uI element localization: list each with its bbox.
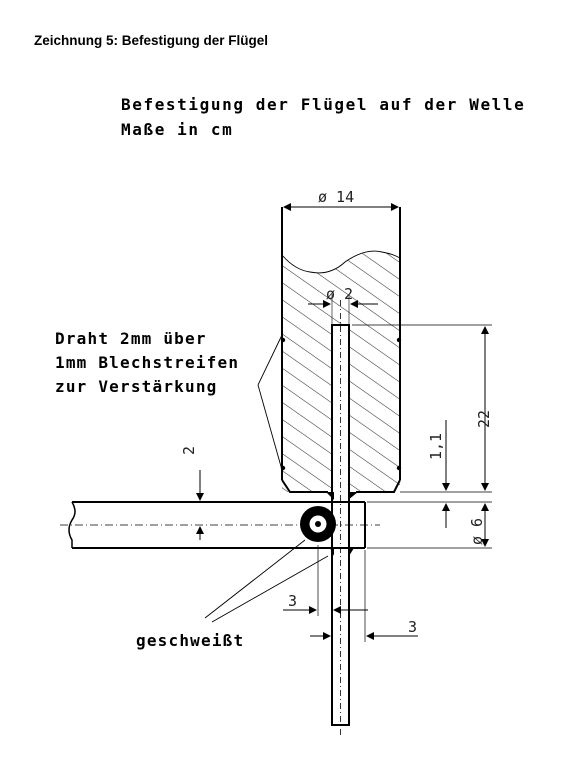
note-wire-line2: 1mm Blechstreifen: [55, 353, 240, 372]
drawing-subtitle: Befestigung der Flügel auf der Welle: [121, 95, 526, 114]
dimension-gap: [400, 420, 492, 528]
note-wire-line3: zur Verstärkung: [55, 377, 218, 396]
dim-label-blade-offset: 2: [180, 445, 198, 455]
dim-label-weld-left: 3: [288, 592, 298, 610]
dimension-block-width: [284, 188, 398, 207]
dimension-weld-left: [283, 545, 368, 616]
dim-label-weld-right: 3: [408, 618, 418, 636]
dim-label-tube-diameter: ø 6: [468, 517, 486, 545]
dim-label-block-height: 22: [475, 409, 493, 428]
drawing-title: Zeichnung 5: Befestigung der Flügel: [34, 33, 269, 48]
units-note: Maße in cm: [121, 120, 234, 139]
wire-ring: [300, 506, 336, 542]
note-wire-line1: Draht 2mm über: [55, 329, 207, 348]
dimension-blade-offset: [180, 446, 200, 540]
dimension-tube-diameter: [367, 502, 492, 548]
leader-lines-wire-note: [258, 335, 282, 470]
note-welded: geschweißt: [136, 631, 245, 650]
dim-label-gap: 1,1: [427, 432, 445, 460]
dim-label-block-width: ø 14: [318, 188, 355, 206]
dim-label-rod-diameter: ø 2: [326, 285, 354, 303]
dimension-weld-right: [310, 550, 418, 642]
